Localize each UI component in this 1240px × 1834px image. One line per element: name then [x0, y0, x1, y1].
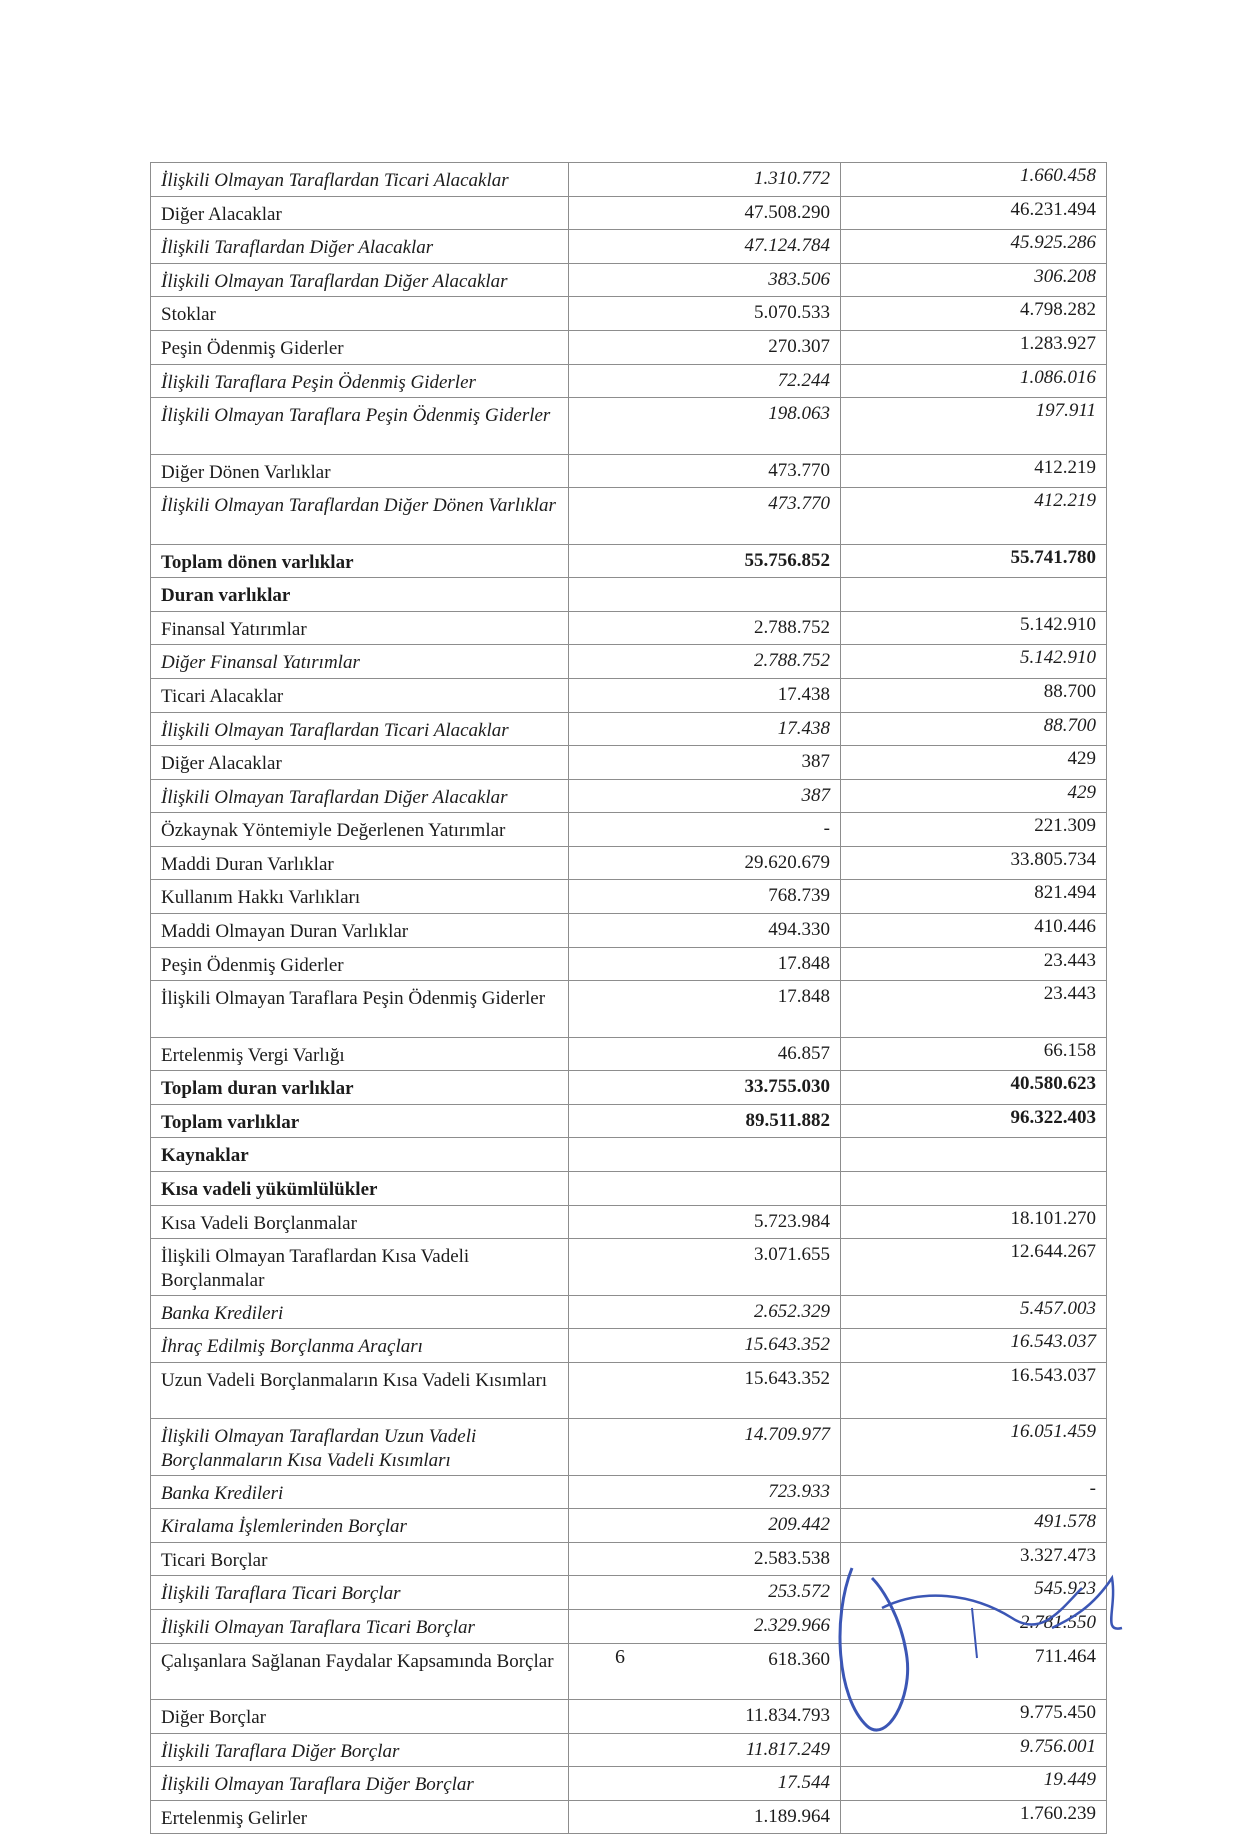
row-label: Maddi Olmayan Duran Varlıklar — [151, 914, 569, 948]
table-row — [151, 263, 1107, 297]
table-row — [151, 163, 1107, 197]
row-label: Kiralama İşlemlerinden Borçlar — [151, 1509, 569, 1543]
row-label: Uzun Vadeli Borçlanmaların Kısa Vadeli Kısımları — [151, 1362, 569, 1418]
prior-period-value: 429 — [841, 779, 1107, 813]
prior-period-value: 2.781.550 — [841, 1609, 1107, 1643]
current-period-value: 270.307 — [569, 330, 841, 364]
row-label: İlişkili Olmayan Taraflardan Ticari Alacaklar — [151, 163, 569, 197]
current-period-value — [569, 578, 841, 612]
row-label: İlişkili Olmayan Taraflara Ticari Borçlar — [151, 1609, 569, 1643]
row-label: Diğer Borçlar — [151, 1699, 569, 1733]
table-row — [151, 330, 1107, 364]
row-label: Banka Kredileri — [151, 1295, 569, 1329]
table-row — [151, 578, 1107, 612]
table-row — [151, 678, 1107, 712]
table-row — [151, 1295, 1107, 1329]
table-row — [151, 611, 1107, 645]
prior-period-value: 4.798.282 — [841, 297, 1107, 331]
row-label: Ticari Borçlar — [151, 1542, 569, 1576]
table-row — [151, 454, 1107, 488]
prior-period-value: 55.741.780 — [841, 544, 1107, 578]
current-period-value: 494.330 — [569, 914, 841, 948]
table-row — [151, 1329, 1107, 1363]
table-row — [151, 880, 1107, 914]
prior-period-value: 5.142.910 — [841, 611, 1107, 645]
current-period-value: 2.329.966 — [569, 1609, 841, 1643]
table-row — [151, 1239, 1107, 1295]
page-number: 6 — [615, 1646, 625, 1668]
table-row — [151, 196, 1107, 230]
row-label: Banka Kredileri — [151, 1475, 569, 1509]
row-label: İlişkili Olmayan Taraflardan Ticari Alacaklar — [151, 712, 569, 746]
row-label: Diğer Alacaklar — [151, 746, 569, 780]
prior-period-value: 429 — [841, 746, 1107, 780]
row-label: Diğer Finansal Yatırımlar — [151, 645, 569, 679]
current-period-value: 17.438 — [569, 712, 841, 746]
row-label: Kaynaklar — [151, 1138, 569, 1172]
row-label: İlişkili Olmayan Taraflardan Diğer Alacaklar — [151, 779, 569, 813]
row-label: Peşin Ödenmiş Giderler — [151, 947, 569, 981]
prior-period-value: 23.443 — [841, 947, 1107, 981]
table-row — [151, 914, 1107, 948]
prior-period-value: 9.756.001 — [841, 1733, 1107, 1767]
current-period-value: 387 — [569, 746, 841, 780]
current-period-value: 11.834.793 — [569, 1699, 841, 1733]
current-period-value: 723.933 — [569, 1475, 841, 1509]
prior-period-value: 711.464 — [841, 1643, 1107, 1699]
table-row — [151, 947, 1107, 981]
table-row — [151, 1071, 1107, 1105]
current-period-value: 72.244 — [569, 364, 841, 398]
prior-period-value: 545.923 — [841, 1576, 1107, 1610]
current-period-value: 17.848 — [569, 947, 841, 981]
table-row — [151, 981, 1107, 1037]
row-label: Duran varlıklar — [151, 578, 569, 612]
row-label: İlişkili Olmayan Taraflardan Uzun Vadeli Borçlanmaların Kısa Vadeli Kısımları — [151, 1419, 569, 1475]
prior-period-value: - — [841, 1475, 1107, 1509]
table-row — [151, 230, 1107, 264]
prior-period-value — [841, 578, 1107, 612]
table-row — [151, 645, 1107, 679]
row-label: İlişkili Taraflara Diğer Borçlar — [151, 1733, 569, 1767]
prior-period-value: 23.443 — [841, 981, 1107, 1037]
current-period-value: 15.643.352 — [569, 1362, 841, 1418]
prior-period-value: 1.086.016 — [841, 364, 1107, 398]
signature-stamp — [812, 1548, 1152, 1748]
prior-period-value: 412.219 — [841, 488, 1107, 544]
row-label: Ticari Alacaklar — [151, 678, 569, 712]
current-period-value: 253.572 — [569, 1576, 841, 1610]
current-period-value: 46.857 — [569, 1037, 841, 1071]
row-label: Kısa Vadeli Borçlanmalar — [151, 1205, 569, 1239]
prior-period-value: 16.051.459 — [841, 1419, 1107, 1475]
row-label: Toplam dönen varlıklar — [151, 544, 569, 578]
current-period-value: 383.506 — [569, 263, 841, 297]
current-period-value — [569, 1138, 841, 1172]
prior-period-value: 197.911 — [841, 398, 1107, 454]
table-row — [151, 1104, 1107, 1138]
row-label: İlişkili Olmayan Taraflardan Diğer Dönen Varlıklar — [151, 488, 569, 544]
row-label: Stoklar — [151, 297, 569, 331]
table-row — [151, 1172, 1107, 1206]
table-row — [151, 779, 1107, 813]
current-period-value: 2.583.538 — [569, 1542, 841, 1576]
row-label: İhraç Edilmiş Borçlanma Araçları — [151, 1329, 569, 1363]
current-period-value: 3.071.655 — [569, 1239, 841, 1295]
current-period-value: 17.848 — [569, 981, 841, 1037]
prior-period-value — [841, 1172, 1107, 1206]
table-row — [151, 712, 1107, 746]
prior-period-value: 1.760.239 — [841, 1800, 1107, 1834]
prior-period-value: 88.700 — [841, 678, 1107, 712]
table-row — [151, 1037, 1107, 1071]
table-row — [151, 846, 1107, 880]
row-label: Toplam varlıklar — [151, 1104, 569, 1138]
prior-period-value: 1.283.927 — [841, 330, 1107, 364]
prior-period-value: 45.925.286 — [841, 230, 1107, 264]
table-row — [151, 488, 1107, 544]
prior-period-value: 33.805.734 — [841, 846, 1107, 880]
row-label: İlişkili Taraflara Ticari Borçlar — [151, 1576, 569, 1610]
current-period-value: 2.788.752 — [569, 645, 841, 679]
table-row — [151, 1138, 1107, 1172]
prior-period-value: 88.700 — [841, 712, 1107, 746]
row-label: Maddi Duran Varlıklar — [151, 846, 569, 880]
row-label: Peşin Ödenmiş Giderler — [151, 330, 569, 364]
prior-period-value: 46.231.494 — [841, 196, 1107, 230]
current-period-value: 33.755.030 — [569, 1071, 841, 1105]
row-label: İlişkili Taraflara Peşin Ödenmiş Giderler — [151, 364, 569, 398]
current-period-value: 473.770 — [569, 488, 841, 544]
prior-period-value: 9.775.450 — [841, 1699, 1107, 1733]
row-label: Çalışanlara Sağlanan Faydalar Kapsamında Borçlar — [151, 1643, 569, 1699]
prior-period-value: 491.578 — [841, 1509, 1107, 1543]
table-row — [151, 1475, 1107, 1509]
current-period-value: 17.544 — [569, 1767, 841, 1801]
current-period-value: 2.652.329 — [569, 1295, 841, 1329]
current-period-value: 2.788.752 — [569, 611, 841, 645]
row-label: Özkaynak Yöntemiyle Değerlenen Yatırımlar — [151, 813, 569, 847]
signature-icon — [812, 1548, 1152, 1748]
prior-period-value: 821.494 — [841, 880, 1107, 914]
current-period-value: 1.310.772 — [569, 163, 841, 197]
prior-period-value: 16.543.037 — [841, 1329, 1107, 1363]
current-period-value — [569, 1172, 841, 1206]
prior-period-value — [841, 1138, 1107, 1172]
table-row — [151, 297, 1107, 331]
prior-period-value: 5.142.910 — [841, 645, 1107, 679]
table-row — [151, 364, 1107, 398]
current-period-value: 768.739 — [569, 880, 841, 914]
current-period-value: 47.124.784 — [569, 230, 841, 264]
prior-period-value: 1.660.458 — [841, 163, 1107, 197]
row-label: İlişkili Olmayan Taraflara Diğer Borçlar — [151, 1767, 569, 1801]
table-row — [151, 1362, 1107, 1418]
table-row — [151, 1509, 1107, 1543]
row-label: İlişkili Olmayan Taraflardan Kısa Vadeli Borçlanmalar — [151, 1239, 569, 1295]
current-period-value: 1.189.964 — [569, 1800, 841, 1834]
row-label: Ertelenmiş Vergi Varlığı — [151, 1037, 569, 1071]
row-label: İlişkili Olmayan Taraflardan Diğer Alacaklar — [151, 263, 569, 297]
prior-period-value: 221.309 — [841, 813, 1107, 847]
table-row — [151, 1419, 1107, 1475]
prior-period-value: 3.327.473 — [841, 1542, 1107, 1576]
row-label: Diğer Dönen Varlıklar — [151, 454, 569, 488]
current-period-value: 47.508.290 — [569, 196, 841, 230]
prior-period-value: 306.208 — [841, 263, 1107, 297]
current-period-value: 198.063 — [569, 398, 841, 454]
prior-period-value: 40.580.623 — [841, 1071, 1107, 1105]
table-row — [151, 813, 1107, 847]
prior-period-value: 18.101.270 — [841, 1205, 1107, 1239]
current-period-value: 387 — [569, 779, 841, 813]
current-period-value: 17.438 — [569, 678, 841, 712]
prior-period-value: 66.158 — [841, 1037, 1107, 1071]
row-label: Kullanım Hakkı Varlıkları — [151, 880, 569, 914]
current-period-value: 618.360 — [569, 1643, 841, 1699]
row-label: İlişkili Olmayan Taraflara Peşin Ödenmiş Giderler — [151, 981, 569, 1037]
prior-period-value: 19.449 — [841, 1767, 1107, 1801]
row-label: Ertelenmiş Gelirler — [151, 1800, 569, 1834]
prior-period-value: 412.219 — [841, 454, 1107, 488]
row-label: Diğer Alacaklar — [151, 196, 569, 230]
table-row — [151, 544, 1107, 578]
table-row — [151, 398, 1107, 454]
row-label: Finansal Yatırımlar — [151, 611, 569, 645]
table-row — [151, 1800, 1107, 1834]
row-label: İlişkili Olmayan Taraflara Peşin Ödenmiş Giderler — [151, 398, 569, 454]
row-label: İlişkili Taraflardan Diğer Alacaklar — [151, 230, 569, 264]
prior-period-value: 16.543.037 — [841, 1362, 1107, 1418]
current-period-value: 55.756.852 — [569, 544, 841, 578]
current-period-value: 11.817.249 — [569, 1733, 841, 1767]
prior-period-value: 96.322.403 — [841, 1104, 1107, 1138]
table-row — [151, 1767, 1107, 1801]
current-period-value: 89.511.882 — [569, 1104, 841, 1138]
current-period-value: 5.070.533 — [569, 297, 841, 331]
current-period-value: 14.709.977 — [569, 1419, 841, 1475]
current-period-value: - — [569, 813, 841, 847]
prior-period-value: 410.446 — [841, 914, 1107, 948]
current-period-value: 5.723.984 — [569, 1205, 841, 1239]
prior-period-value: 5.457.003 — [841, 1295, 1107, 1329]
current-period-value: 29.620.679 — [569, 846, 841, 880]
current-period-value: 473.770 — [569, 454, 841, 488]
table-row — [151, 746, 1107, 780]
current-period-value: 15.643.352 — [569, 1329, 841, 1363]
row-label: Toplam duran varlıklar — [151, 1071, 569, 1105]
prior-period-value: 12.644.267 — [841, 1239, 1107, 1295]
row-label: Kısa vadeli yükümlülükler — [151, 1172, 569, 1206]
current-period-value: 209.442 — [569, 1509, 841, 1543]
table-row — [151, 1205, 1107, 1239]
